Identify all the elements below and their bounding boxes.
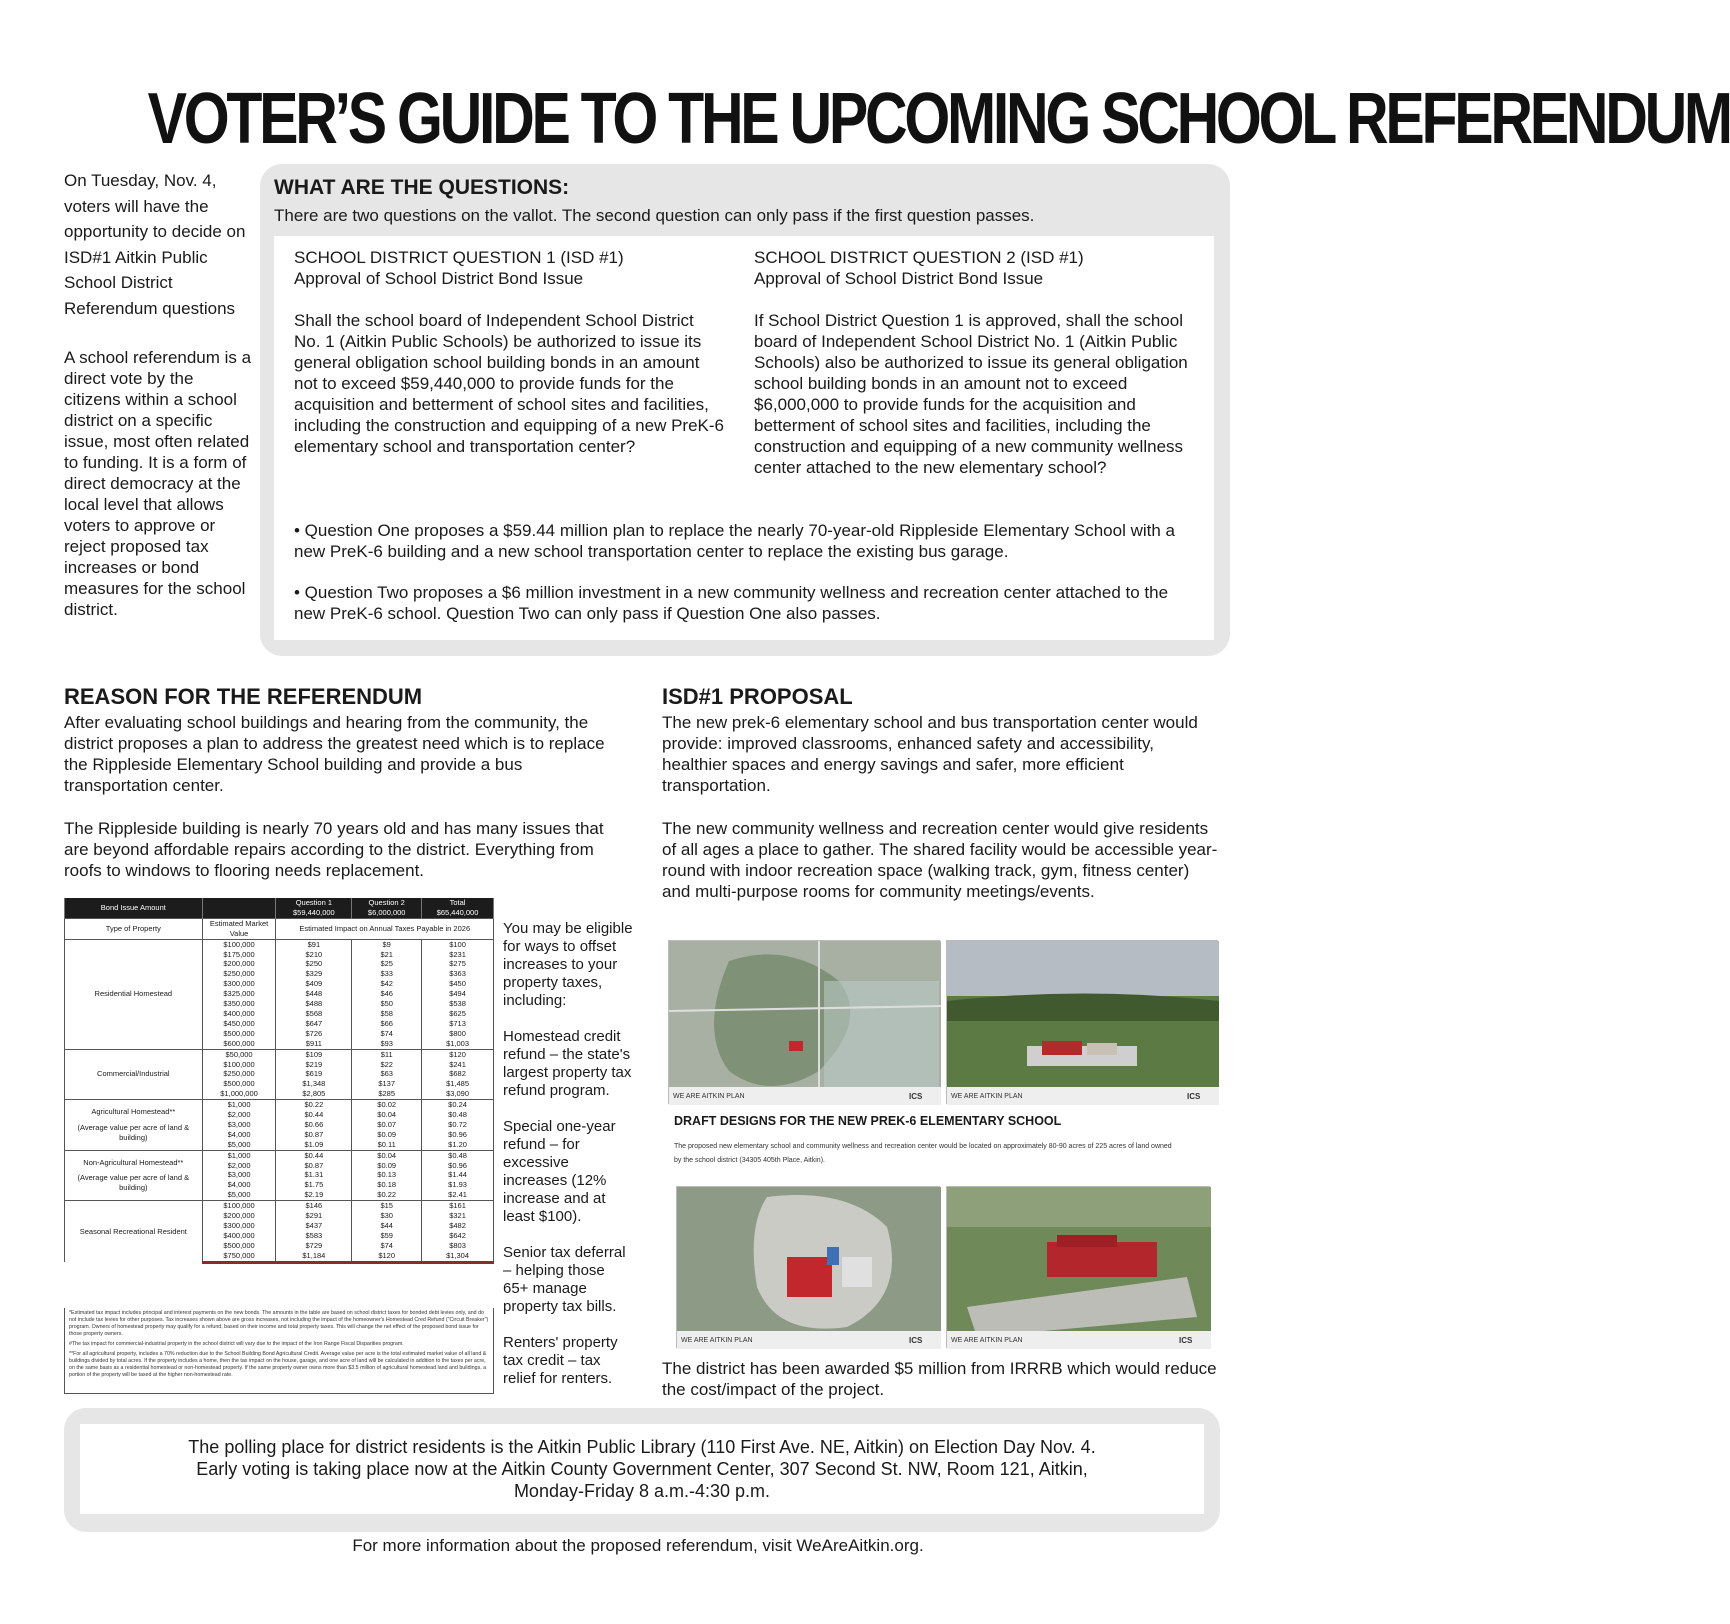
table-cell: $538 bbox=[422, 999, 494, 1009]
referendum-definition: A school referendum is a direct vote by the citizens within a school district on a specific issue, most often related to funding. It is a form of direct democracy at the local level that allows voters to approve or reject proposed tax increases or bond measures for the school district. bbox=[64, 348, 252, 619]
table-cell: $321 bbox=[422, 1211, 494, 1221]
table-cell: $0.24 bbox=[422, 1100, 494, 1110]
table-cell: $0.44 bbox=[276, 1150, 352, 1160]
questions-heading: WHAT ARE THE QUESTIONS: bbox=[274, 176, 570, 199]
table-cell: $329 bbox=[276, 969, 352, 979]
table-cell: $3,000 bbox=[202, 1120, 276, 1130]
table-cell: $625 bbox=[422, 1009, 494, 1019]
table-row bbox=[65, 939, 494, 949]
table-cell: $2.19 bbox=[276, 1190, 352, 1200]
table-cell: $0.87 bbox=[276, 1161, 352, 1171]
table-cell: $400,000 bbox=[202, 1009, 276, 1019]
question-1-subtitle: Approval of School District Bond Issue bbox=[294, 269, 584, 288]
table-cell: $58 bbox=[352, 1009, 422, 1019]
svg-text:WE ARE AITKIN PLAN: WE ARE AITKIN PLAN bbox=[951, 1093, 1023, 1100]
table-cell: $803 bbox=[422, 1241, 494, 1251]
table-cell: $3,000 bbox=[202, 1170, 276, 1180]
table-cell: $0.18 bbox=[352, 1180, 422, 1190]
table-cell: $100,000 bbox=[202, 939, 276, 949]
page-title: VOTER’S GUIDE TO THE UPCOMING SCHOOL REFERENDUM bbox=[147, 79, 1730, 159]
bullet-question-two: • Question Two proposes a $6 million investment in a new community wellness and recreation center attached to the new PreK-6 school. Question Two can only pass if Question One also passes. bbox=[294, 583, 1169, 623]
table-cell: $25 bbox=[352, 959, 422, 969]
table-cell: $300,000 bbox=[202, 1221, 276, 1231]
early-voting: Early voting is taking place now at the Aitkin County Government Center, 307 Second St. NW, Room 121, Aitkin, bbox=[196, 1459, 1088, 1479]
table-cell: $231 bbox=[422, 950, 494, 960]
early-voting-hours: Monday-Friday 8 a.m.-4:30 p.m. bbox=[513, 1481, 771, 1501]
table-cell: $600,000 bbox=[202, 1039, 276, 1049]
table-cell: $0.11 bbox=[352, 1140, 422, 1150]
table-cell: $0.04 bbox=[352, 1110, 422, 1120]
building-rendering-image bbox=[946, 1186, 1210, 1348]
draft-designs-caption: The proposed new elementary school and community wellness and recreation center would be located on approximately 80-90 acres of 225 acres of land owned by the school district (34305 405th Place, Aitkin). bbox=[674, 1143, 1172, 1164]
table-cell: $3,090 bbox=[422, 1089, 494, 1099]
table-cell: $482 bbox=[422, 1221, 494, 1231]
relief-intro: You may be eligible for ways to offset increases to your property taxes, including: bbox=[503, 920, 633, 1009]
table-cell: $42 bbox=[352, 979, 422, 989]
type-of-property-header: Type of Property bbox=[65, 918, 203, 939]
total-header: Total $65,440,000 bbox=[422, 898, 494, 918]
table-cell: $1.09 bbox=[276, 1140, 352, 1150]
property-type-cell: Non-Agricultural Homestead** (Average value per acre of land & building) bbox=[65, 1150, 203, 1201]
table-cell: $1.93 bbox=[422, 1180, 494, 1190]
site-plan-image bbox=[676, 1186, 940, 1348]
property-type-cell: Agricultural Homestead** (Average value per acre of land & building) bbox=[65, 1100, 203, 1151]
question-2-body: If School District Question 1 is approved, shall the school board of Independent School District No. 1 (Aitkin Public Schools) also be authorized to issue its general obligation school building bonds in an amount not to exceed $6,000,000 to provide funds for the acquisition and betterment of school sites and facilities, including the construction and equipping of a new community wellness center attached to the new elementary school? bbox=[754, 311, 1188, 477]
table-cell: $409 bbox=[276, 979, 352, 989]
table-cell: $9 bbox=[352, 939, 422, 949]
table-cell: $100 bbox=[422, 939, 494, 949]
table-cell: $0.07 bbox=[352, 1120, 422, 1130]
tax-impact-table bbox=[64, 898, 494, 1264]
polling-place: The polling place for district residents is the Aitkin Public Library (110 First Ave. NE, Aitkin) on Election Day Nov. 4. bbox=[188, 1437, 1096, 1457]
table-cell: $1,184 bbox=[276, 1251, 352, 1262]
table-cell: $200,000 bbox=[202, 1211, 276, 1221]
table-cell: $59 bbox=[352, 1231, 422, 1241]
table-cell: $325,000 bbox=[202, 989, 276, 999]
proposal-paragraph-1: The new prek-6 elementary school and bus transportation center would provide: improved classrooms, enhanced safety and accessibility, healthier spaces and energy savings and safer, more efficient transportation. bbox=[662, 713, 1198, 795]
table-cell: $2,805 bbox=[276, 1089, 352, 1099]
table-cell: $0.09 bbox=[352, 1161, 422, 1171]
table-cell: $0.96 bbox=[422, 1161, 494, 1171]
aerial-rendering-image bbox=[946, 940, 1218, 1104]
table-cell: $46 bbox=[352, 989, 422, 999]
table-cell: $120 bbox=[422, 1049, 494, 1059]
table-cell: $50,000 bbox=[202, 1049, 276, 1059]
table-cell: $1.31 bbox=[276, 1170, 352, 1180]
table-cell: $275 bbox=[422, 959, 494, 969]
relief-senior-deferral: Senior tax deferral – helping those 65+ manage property tax bills. bbox=[503, 1244, 626, 1315]
question-1-title: SCHOOL DISTRICT QUESTION 1 (ISD #1) bbox=[294, 248, 624, 267]
table-cell: $0.04 bbox=[352, 1150, 422, 1160]
footer-info: For more information about the proposed referendum, visit WeAreAitkin.org. bbox=[352, 1536, 924, 1555]
table-cell: $5,000 bbox=[202, 1190, 276, 1200]
table-cell: $4,000 bbox=[202, 1130, 276, 1140]
table-cell: $1,000 bbox=[202, 1150, 276, 1160]
table-cell: $0.48 bbox=[422, 1110, 494, 1120]
estimated-impact-header: Estimated Impact on Annual Taxes Payable in 2026 bbox=[276, 918, 494, 939]
table-cell: $1.75 bbox=[276, 1180, 352, 1190]
table-cell: $5,000 bbox=[202, 1140, 276, 1150]
table-cell: $450 bbox=[422, 979, 494, 989]
question-2-header: Question 2 $6,000,000 bbox=[352, 898, 422, 918]
table-cell: $1.44 bbox=[422, 1170, 494, 1180]
table-cell: $219 bbox=[276, 1060, 352, 1070]
table-cell: $120 bbox=[352, 1251, 422, 1262]
table-cell: $800 bbox=[422, 1029, 494, 1039]
table-cell: $66 bbox=[352, 1019, 422, 1029]
table-cell: $2,000 bbox=[202, 1110, 276, 1120]
bond-issue-header: Bond Issue Amount bbox=[65, 898, 203, 918]
table-cell: $0.66 bbox=[276, 1120, 352, 1130]
table-cell: $726 bbox=[276, 1029, 352, 1039]
table-cell: $500,000 bbox=[202, 1079, 276, 1089]
table-cell: $682 bbox=[422, 1069, 494, 1079]
table-cell: $74 bbox=[352, 1241, 422, 1251]
bullet-question-one: • Question One proposes a $59.44 million plan to replace the nearly 70-year-old Rippleside Elementary School with a new PreK-6 building and a new school transportation center to replace the existing bus garage. bbox=[294, 521, 1176, 561]
question-2-subtitle: Approval of School District Bond Issue bbox=[754, 269, 1044, 288]
table-cell: $161 bbox=[422, 1201, 494, 1211]
svg-text:WE ARE AITKIN PLAN: WE ARE AITKIN PLAN bbox=[673, 1093, 745, 1100]
table-cell: $137 bbox=[352, 1079, 422, 1089]
table-cell: $500,000 bbox=[202, 1241, 276, 1251]
table-cell: $200,000 bbox=[202, 959, 276, 969]
table-cell: $291 bbox=[276, 1211, 352, 1221]
question-1-body: Shall the school board of Independent School District No. 1 (Aitkin Public Schools) be authorized to issue its general obligation school building bonds in an amount not to exceed $59,440,000 to provide funds for the acquisition and betterment of school sites and facilities, including the construction and equipping of a new PreK-6 elementary school and transportation center? bbox=[294, 311, 725, 456]
table-cell: $619 bbox=[276, 1069, 352, 1079]
table-cell: $300,000 bbox=[202, 979, 276, 989]
table-cell: $44 bbox=[352, 1221, 422, 1231]
tax-relief-notes bbox=[503, 920, 633, 1406]
table-cell: $0.96 bbox=[422, 1130, 494, 1140]
irrrb-award: The district has been awarded $5 million from IRRRB which would reduce the cost/impact of the project. bbox=[662, 1359, 1217, 1399]
table-cell: $0.87 bbox=[276, 1130, 352, 1140]
svg-text:WE ARE AITKIN PLAN: WE ARE AITKIN PLAN bbox=[681, 1337, 753, 1344]
table-cell: $437 bbox=[276, 1221, 352, 1231]
table-row bbox=[65, 1201, 494, 1211]
table-row bbox=[65, 1049, 494, 1059]
relief-renters: Renters' property tax credit – tax relief for renters. bbox=[503, 1334, 618, 1387]
draft-designs-title: DRAFT DESIGNS FOR THE NEW PREK-6 ELEMENTARY SCHOOL bbox=[674, 1114, 1062, 1128]
table-cell: $91 bbox=[276, 939, 352, 949]
table-cell: $0.22 bbox=[276, 1100, 352, 1110]
table-cell: $448 bbox=[276, 989, 352, 999]
table-cell: $0.22 bbox=[352, 1190, 422, 1200]
table-cell: $0.44 bbox=[276, 1110, 352, 1120]
table-cell: $450,000 bbox=[202, 1019, 276, 1029]
svg-text:ICS: ICS bbox=[909, 1092, 923, 1101]
table-cell: $241 bbox=[422, 1060, 494, 1070]
table-cell: $2,000 bbox=[202, 1161, 276, 1171]
table-cell: $1,304 bbox=[422, 1251, 494, 1262]
table-cell: $33 bbox=[352, 969, 422, 979]
reason-heading: REASON FOR THE REFERENDUM bbox=[64, 684, 423, 709]
table-cell: $494 bbox=[422, 989, 494, 999]
table-cell: $210 bbox=[276, 950, 352, 960]
table-cell: $74 bbox=[352, 1029, 422, 1039]
table-cell: $400,000 bbox=[202, 1231, 276, 1241]
table-cell: $911 bbox=[276, 1039, 352, 1049]
property-type-cell: Commercial/Industrial bbox=[65, 1049, 203, 1100]
questions-subheading: There are two questions on the vallot. The second question can only pass if the first question passes. bbox=[274, 206, 1035, 225]
table-cell: $0.13 bbox=[352, 1170, 422, 1180]
relief-special-refund: Special one-year refund – for excessive increases (12% increase and at least $100). bbox=[503, 1118, 616, 1225]
reason-paragraph-2: The Rippleside building is nearly 70 years old and has many issues that are beyond affordable repairs according to the district. Everything from roofs to windows to flooring needs replacement. bbox=[64, 819, 604, 880]
table-cell: $50 bbox=[352, 999, 422, 1009]
question-2 bbox=[754, 247, 1194, 478]
intro-paragraph: On Tuesday, Nov. 4, voters will have the opportunity to decide on ISD#1 Aitkin Public School District Referendum questions bbox=[64, 171, 246, 318]
table-cell: $63 bbox=[352, 1069, 422, 1079]
table-cell: $350,000 bbox=[202, 999, 276, 1009]
question-1-header: Question 1 $59,440,000 bbox=[276, 898, 352, 918]
table-cell: $500,000 bbox=[202, 1029, 276, 1039]
table-cell: $100,000 bbox=[202, 1201, 276, 1211]
table-cell: $1,003 bbox=[422, 1039, 494, 1049]
table-cell: $568 bbox=[276, 1009, 352, 1019]
table-cell: $4,000 bbox=[202, 1180, 276, 1190]
table-cell: $713 bbox=[422, 1019, 494, 1029]
table-cell: $0.48 bbox=[422, 1150, 494, 1160]
table-footnotes: *Estimated tax impact includes principal and interest payments on the new bonds. The amounts in the table are based on school district taxes for bonded debt levies only, and do not include tax levies for other purposes. Tax increases shown above are gross increases, not including the impact of the homeowner's Homestead Cred Refund ("Circuit Breaker") program. Owners of homestead property may qualify for a refund, based on their income and total property taxes. This will change the net effect of the proposed bond issue for those property owners. #The tax impact for commercial-industrial property in the school district will vary due to the impact of the Iron Range Fiscal Disparities program. **For all agricultural property, includes a 70% reduction due to the School Building Bond Agricultural Credit. Average value per acre is the total estimated market value of all land & buildings divided by total acres. If the property includes a home, then the tax impact on the house, garage, and one acre of land will be calculated in addition to the taxes per acre, on the same basis as a residential homestead or non-homestead property. If the same property owner owns more than $3.5 million of agricultural homestead land and buildings, a portion of the property will be taxed at the higher non-homestead rate. bbox=[64, 1308, 494, 1394]
svg-text:ICS: ICS bbox=[1179, 1336, 1193, 1345]
table-cell: $0.72 bbox=[422, 1120, 494, 1130]
table-cell: $0.02 bbox=[352, 1100, 422, 1110]
table-cell: $30 bbox=[352, 1211, 422, 1221]
table-cell: $1,485 bbox=[422, 1079, 494, 1089]
table-cell: $1,000 bbox=[202, 1100, 276, 1110]
table-cell: $2.41 bbox=[422, 1190, 494, 1200]
table-cell: $488 bbox=[276, 999, 352, 1009]
market-value-header: Estimated Market Value bbox=[202, 918, 276, 939]
table-row bbox=[65, 1150, 494, 1160]
table-cell: $109 bbox=[276, 1049, 352, 1059]
table-cell: $175,000 bbox=[202, 950, 276, 960]
table-cell: $729 bbox=[276, 1241, 352, 1251]
polling-info bbox=[80, 1424, 1204, 1514]
table-cell: $15 bbox=[352, 1201, 422, 1211]
table-cell: $11 bbox=[352, 1049, 422, 1059]
table-cell: $146 bbox=[276, 1201, 352, 1211]
svg-text:ICS: ICS bbox=[909, 1336, 923, 1345]
table-cell: $750,000 bbox=[202, 1251, 276, 1262]
site-map-image bbox=[668, 940, 940, 1104]
table-cell: $100,000 bbox=[202, 1060, 276, 1070]
table-cell: $647 bbox=[276, 1019, 352, 1029]
table-cell: $1.20 bbox=[422, 1140, 494, 1150]
table-cell: $22 bbox=[352, 1060, 422, 1070]
table-cell: $250,000 bbox=[202, 1069, 276, 1079]
table-cell: $285 bbox=[352, 1089, 422, 1099]
table-cell: $0.09 bbox=[352, 1130, 422, 1140]
question-1 bbox=[294, 247, 724, 457]
table-cell: $250,000 bbox=[202, 969, 276, 979]
table-cell: $21 bbox=[352, 950, 422, 960]
table-cell: $1,000,000 bbox=[202, 1089, 276, 1099]
table-cell: $363 bbox=[422, 969, 494, 979]
table-cell: $250 bbox=[276, 959, 352, 969]
relief-homestead: Homestead credit refund – the state's largest property tax refund program. bbox=[503, 1028, 632, 1099]
question-2-title: SCHOOL DISTRICT QUESTION 2 (ISD #1) bbox=[754, 248, 1084, 267]
table-cell: $642 bbox=[422, 1231, 494, 1241]
proposal-paragraph-2: The new community wellness and recreation center would give residents of all ages a place to gather. The shared facility would be accessible year-round with indoor recreation space (walking track, gym, fitness center) and multi-purpose rooms for community meetings/events. bbox=[662, 819, 1218, 901]
svg-text:ICS: ICS bbox=[1187, 1092, 1201, 1101]
reason-paragraph-1: After evaluating school buildings and hearing from the community, the district proposes a plan to address the greatest need which is to replace the Rippleside Elementary School building and provide a bus transportation center. bbox=[64, 713, 605, 795]
table-row bbox=[65, 1100, 494, 1110]
table-cell: $583 bbox=[276, 1231, 352, 1241]
svg-text:WE ARE AITKIN PLAN: WE ARE AITKIN PLAN bbox=[951, 1337, 1023, 1344]
property-type-cell: Residential Homestead bbox=[65, 939, 203, 1049]
table-cell: $93 bbox=[352, 1039, 422, 1049]
proposal-heading: ISD#1 PROPOSAL bbox=[662, 684, 853, 709]
table-cell: $1,348 bbox=[276, 1079, 352, 1089]
property-type-cell: Seasonal Recreational Resident bbox=[65, 1201, 203, 1262]
